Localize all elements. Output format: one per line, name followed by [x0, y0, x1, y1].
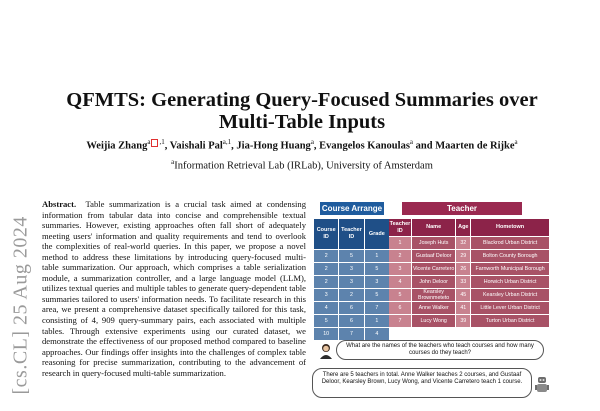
teacher-column-header: Hometown [471, 219, 549, 236]
orcid-icon[interactable] [151, 139, 158, 147]
teacher-cell: Horwich Urban District [471, 276, 549, 288]
teacher-column-header: Name [412, 219, 455, 236]
author-list [44, 138, 560, 152]
teacher-cell: Turton Urban District [471, 315, 549, 327]
teacher-cell: Bolton County Borough [471, 250, 549, 262]
affiliation [44, 158, 560, 172]
course-arrange-cell: 2 [314, 276, 338, 288]
course-arrange-cell: 1 [365, 250, 389, 262]
teacher-cell: Joseph Huts [412, 237, 455, 249]
course-arrange-row [314, 302, 389, 314]
author-name: , Evangelos Kanoulas [313, 140, 410, 152]
course-arrange-cell: 4 [365, 328, 389, 340]
teacher-cell: Anne Walker [412, 302, 455, 314]
teacher-row [389, 315, 549, 327]
user-avatar-icon [319, 343, 333, 359]
teacher-row [389, 237, 549, 249]
teacher-cell: 6 [389, 302, 411, 314]
teacher-header: Teacher [402, 202, 522, 215]
course-arrange-cell: 3 [314, 289, 338, 301]
course-arrange-column-header: Teacher ID [339, 219, 363, 249]
teacher-row [389, 263, 549, 275]
course-arrange-row [314, 328, 389, 340]
summary-bubble: There are 5 teachers in total. Anne Walker teaches 2 courses, and Gustaaf Deloor, Kearsley Brown, Lucy Wong, and Vicente Carretero teach 1 course. [312, 368, 532, 398]
course-arrange-cell: 5 [339, 250, 363, 262]
teacher-column-header: Teacher ID [389, 219, 411, 236]
author-name: , Jia-Hong Huang [231, 140, 311, 152]
course-arrange-cell: 7 [365, 302, 389, 314]
course-arrange-row [314, 250, 389, 262]
teacher-row [389, 289, 549, 301]
course-arrange-column-header: Course ID [314, 219, 338, 249]
author-affiliation-mark: a [514, 138, 518, 146]
author-affiliation-mark: a [147, 138, 151, 146]
teacher-cell: 45 [456, 289, 470, 301]
course-arrange-cell: 6 [339, 302, 363, 314]
author-name: , Vaishali Pal [164, 140, 223, 152]
course-arrange-cell: 4 [314, 302, 338, 314]
figure-qfmts-example [312, 200, 550, 411]
course-arrange-cell: 2 [314, 263, 338, 275]
course-arrange-cell: 6 [339, 315, 363, 327]
teacher-cell: Little Lever Urban District [471, 302, 549, 314]
affiliation-text: Information Retrieval Lab (IRLab), University of Amsterdam [174, 160, 433, 172]
course-arrange-table [313, 218, 390, 341]
course-arrange-cell: 3 [339, 276, 363, 288]
affiliation-mark: a [171, 158, 175, 166]
arxiv-stamp-text: [cs.CL] 25 Aug 2024 [9, 216, 32, 395]
teacher-row [389, 302, 549, 314]
teacher-cell: Kearsley Urban District [471, 289, 549, 301]
teacher-cell: Kearsley Brownmeteto [412, 289, 455, 301]
course-arrange-cell: 7 [339, 328, 363, 340]
robot-icon [534, 376, 550, 394]
course-arrange-header: Course Arrange [321, 204, 383, 213]
arxiv-stamp [6, 216, 32, 408]
teacher-cell: 3 [389, 263, 411, 275]
course-arrange-cell: 5 [314, 315, 338, 327]
paper-title: QFMTS: Generating Query-Focused Summaries over Multi-Table Inputs [66, 89, 538, 133]
author-affiliation-mark: a [310, 138, 314, 146]
author-name: Weijia Zhang [86, 140, 148, 152]
teacher-cell: 29 [456, 250, 470, 262]
teacher-cell: 5 [389, 289, 411, 301]
teacher-cell: Blackrod Urban District [471, 237, 549, 249]
author-affiliation-mark: a,1 [222, 138, 232, 146]
abstract [42, 199, 306, 378]
course-arrange-row [314, 289, 389, 301]
course-arrange-cell: 1 [365, 315, 389, 327]
course-arrange-row [314, 263, 389, 275]
course-arrange-cell: 3 [339, 263, 363, 275]
query-bubble: What are the names of the teachers who teach courses and how many courses do they teach? [336, 340, 544, 360]
course-arrange-cell: 10 [314, 328, 338, 340]
teacher-cell: 39 [456, 315, 470, 327]
course-arrange-cell: 2 [314, 250, 338, 262]
teacher-cell: 26 [456, 263, 470, 275]
teacher-cell: 2 [389, 250, 411, 262]
course-arrange-column-header: Grade [365, 219, 389, 249]
teacher-cell: 32 [456, 237, 470, 249]
teacher-cell: John Deloor [412, 276, 455, 288]
teacher-cell: Vicente Carretero [412, 263, 455, 275]
teacher-cell: 1 [389, 237, 411, 249]
teacher-cell: Gustaaf Deloor [412, 250, 455, 262]
author-name: and Maarten de Rijke [413, 140, 515, 152]
teacher-cell: Farnworth Municipal Borough [471, 263, 549, 275]
course-arrange-cell: 3 [365, 276, 389, 288]
teacher-cell: 33 [456, 276, 470, 288]
abstract-label: Abstract. [42, 199, 77, 209]
teacher-cell: 7 [389, 315, 411, 327]
teacher-cell: 41 [456, 302, 470, 314]
course-arrange-cell: 2 [339, 289, 363, 301]
author-footnote-mark: ,1 [159, 138, 165, 146]
course-arrange-row [314, 315, 389, 327]
teacher-row [389, 250, 549, 262]
course-arrange-cell: 5 [365, 289, 389, 301]
teacher-cell: Lucy Wong [412, 315, 455, 327]
abstract-text: Table summarization is a crucial task aimed at condensing information from tabular data into concise and comprehensible textual summaries. However, existing approaches often fall short of adequately meeting users' information and quality requirements and tend to overlook the complexities of real-world queries. In this paper, we propose a novel method to address these limitations by introducing query-focused multi-table summarization. Our approach, which comprises a table serialization module, a summarization controller, and a large language model (LLM), utilizes textual queries and multiple tables to generate query-dependent table summaries tailored to users' information needs. To facilitate research in this area, we present a comprehensive dataset specifically tailored for this task, consisting of 4, 909 query-summary pairs, each associated with multiple tables. Through extensive experiments using our curated dataset, we demonstrate the effectiveness of our proposed method compared to baseline approaches. Our findings offer insights into the challenges of complex table reasoning for precise summarization, contributing to the advancement of research in query-focused multi-table summarization. [42, 199, 306, 378]
teacher-table [388, 218, 550, 328]
teacher-column-header: Age [456, 219, 470, 236]
course-arrange-cell: 5 [365, 263, 389, 275]
course-arrange-row [314, 276, 389, 288]
teacher-cell: 4 [389, 276, 411, 288]
author-affiliation-mark: a [409, 138, 414, 146]
teacher-row [389, 276, 549, 288]
